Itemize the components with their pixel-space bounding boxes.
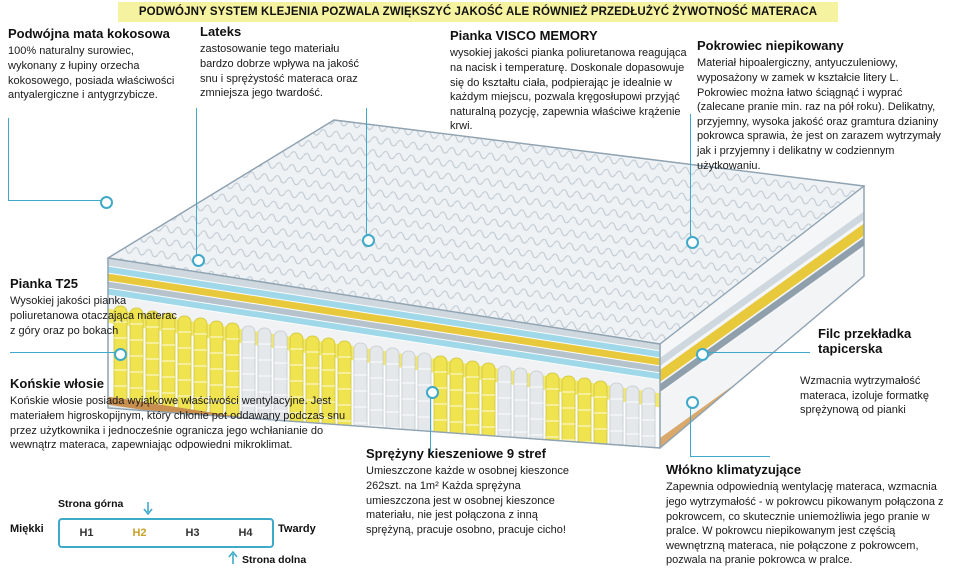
leader-line-filc xyxy=(700,352,810,353)
leader-line-t25 xyxy=(10,352,118,353)
marker-t25 xyxy=(114,348,127,361)
callout-body: wysokiej jakości pianka poliuretanowa reagująca na nacisk i temperaturę. Doskonale dopasowuje się do kształtu ciała, podpierając je idealnie w każdym miejscu, pozwala kręgosłupowi przyjąć naturalną pozycję, zapewnia właściwe krążenie krwi. xyxy=(450,47,687,133)
top-banner-text: PODWÓJNY SYSTEM KLEJENIA POZWALA ZWIĘKSZYĆ JAKOŚĆ ALE RÓWNIEŻ PRZEDŁUŻYĆ ŻYWOTNOŚĆ MATERACA xyxy=(138,6,818,18)
callout-title: Sprężyny kieszeniowe 9 stref xyxy=(366,446,546,461)
callout-podwojna-mata-kokosowa xyxy=(8,26,184,103)
scale-top-label: Strona górna xyxy=(58,498,124,510)
leader-line-kokos xyxy=(8,200,104,201)
callout-title: Podwójna mata kokosowa xyxy=(8,26,170,41)
callout-body: zastosowanie tego materiału bardzo dobrze wpływa na jakość snu i sprężystość materaca oraz zmniejsza jego twardość. xyxy=(200,43,359,100)
callout-konskie-wlosie xyxy=(10,376,362,453)
callout-sprezyny-kieszeniowe-9-stref xyxy=(366,446,582,537)
marker-kokos xyxy=(100,196,113,209)
marker-wlokno xyxy=(686,396,699,409)
firmness-levels[interactable] xyxy=(58,518,274,548)
callout-title: Końskie włosie xyxy=(10,376,104,391)
marker-lateks xyxy=(192,254,205,267)
callout-wlokno-klimatyzujace xyxy=(666,462,948,568)
callout-body: Końskie włosie posiada wyjątkowe właściwości wentylacyjne. Jest materiałem higroskopijnym, który chłonie pot oddawany podczas snu przez użytkownika i jednocześnie ogranicza jego wchłanianie do wewnątrz materaca, zapewniając odpowiedni mikroklimat. xyxy=(10,395,346,452)
callout-body: Wysokiej jakości pianka poliuretanowa otaczająca materac z góry oraz po bokach xyxy=(10,295,177,337)
callout-title: Pianka T25 xyxy=(10,276,78,291)
leader-line-sprezyny xyxy=(430,392,431,454)
leader-line-pokrowiec xyxy=(690,114,691,240)
marker-visco xyxy=(362,234,375,247)
callout-pianka-t25 xyxy=(10,276,180,338)
firmness-level-h2[interactable]: H2 xyxy=(132,527,147,539)
firmness-scale xyxy=(10,498,340,568)
callout-filc-body xyxy=(800,374,950,418)
leader-line-kokos-v xyxy=(8,118,9,200)
leader-line-lateks xyxy=(196,108,197,258)
callout-body: Umieszczone każde w osobnej kieszonce 262szt. na 1m² Każda sprężyna umieszczona jest w osobnej kieszonce materiału, nie jest połączona z inną sprężyną, pracuje osobno, pracuje cicho! xyxy=(366,465,569,536)
callout-title: Pianka VISCO MEMORY xyxy=(450,28,598,43)
callout-body: 100% naturalny surowiec, wykonany z łupiny orzecha kokosowego, posiada właściwości antyalergiczne i antygrzybicze. xyxy=(8,45,175,102)
marker-sprezyny xyxy=(426,386,439,399)
firmness-level-h4[interactable]: H4 xyxy=(238,527,253,539)
arrow-up-icon xyxy=(228,550,238,564)
callout-pianka-visco-memory xyxy=(450,28,688,134)
scale-left-label: Miękki xyxy=(10,523,44,535)
callout-body: Wzmacnia wytrzymałość materaca, izoluje formatkę sprężynową od pianki xyxy=(800,375,929,417)
callout-body: Materiał hipoalergiczny, antyuczuleniowy, wyposażony w zamek w kształcie litery L. Pokrowiec można łatwo ściągnąć i wyprać (zalecane pranie min. raz na pół roku). Delikatny, przyjemny, wysoka jakość oraz gramtura dzianiny pokrowca sprawia, że jest on zarazem wytrzymały jak i przyjemny i delikatny w codziennym użytkowaniu. xyxy=(697,57,941,172)
top-banner xyxy=(118,2,838,22)
callout-title: Filc przekładka tapicerska xyxy=(818,326,912,357)
firmness-level-h3[interactable]: H3 xyxy=(185,527,200,539)
marker-pokrowiec xyxy=(686,236,699,249)
scale-bottom-label: Strona dolna xyxy=(242,554,307,566)
leader-line-wlokno xyxy=(690,456,770,457)
callout-title: Pokrowiec niepikowany xyxy=(697,38,844,53)
callout-pokrowiec-niepikowany xyxy=(697,38,949,173)
callout-body: Zapewnia odpowiednią wentylację materaca, wzmacnia jego wytrzymałość - w pokrowcu pikowanym połączona z pokrowcem, co skutecznie uniemożliwia jego pranie w pralce. W pokrowcu niepikowanym jest częścią wewnętrzną materaca, nie połączone z pokrowcem, pozwala na pranie pokrowca w pralce. xyxy=(666,481,944,567)
callout-filc-przekladka-tapicerska xyxy=(818,326,950,360)
firmness-level-h1[interactable]: H1 xyxy=(79,527,94,539)
callout-title: Włókno klimatyzujące xyxy=(666,462,802,477)
callout-lateks xyxy=(200,24,368,101)
marker-filc xyxy=(696,348,709,361)
arrow-down-icon xyxy=(143,502,153,516)
callout-title: Lateks xyxy=(200,24,242,39)
leader-line-visco xyxy=(366,108,367,238)
scale-right-label: Twardy xyxy=(278,523,316,535)
